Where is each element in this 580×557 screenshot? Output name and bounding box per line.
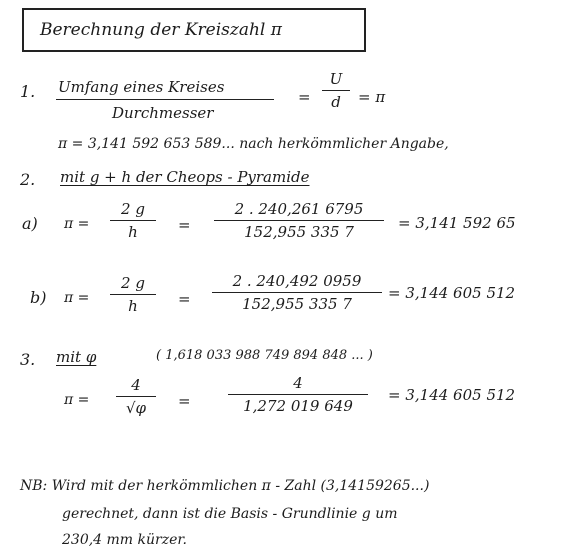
section-1-number: 1. — [20, 82, 36, 101]
diameter-label: Durchmesser — [112, 104, 214, 122]
equals-pi: = π — [358, 88, 386, 106]
case-b-equals: = — [178, 290, 191, 308]
fraction-denominator: 1,272 019 649 — [243, 397, 353, 415]
fraction-numerator: 2 g — [121, 200, 145, 218]
section-2-number: 2. — [20, 170, 36, 189]
case-a-label: a) — [22, 214, 38, 233]
note-line-3: 230,4 mm kürzer. — [62, 532, 187, 548]
fraction-denominator: √φ — [125, 399, 147, 417]
fraction-denominator: h — [128, 223, 138, 241]
case-a-equals: = — [178, 216, 191, 234]
section-3-heading: mit φ — [56, 348, 97, 366]
pi-conventional-value: π = 3,141 592 653 589... nach herkömmlicher Angabe, — [58, 136, 449, 152]
case-b-result: = 3,144 605 512 — [388, 284, 516, 302]
case-a-pi-equals: π = — [64, 216, 90, 232]
fraction-numerator: 4 — [293, 374, 303, 392]
fraction-bar — [214, 220, 384, 221]
case-b-numeric-fraction — [212, 272, 382, 313]
case-a-fraction-2g-h — [110, 200, 156, 241]
equals-sign: = — [298, 88, 311, 106]
fraction-numerator: 4 — [131, 376, 141, 394]
case-b-fraction-2g-h — [110, 274, 156, 315]
fraction-denominator: 152,955 335 7 — [244, 223, 354, 241]
fraction-numerator: 2 . 240,492 0959 — [232, 272, 362, 290]
note-line-2: gerechnet, dann ist die Basis - Grundlinie g um — [62, 506, 398, 522]
case-b-pi-equals: π = — [64, 290, 90, 306]
fraction-bar — [116, 396, 156, 397]
title-box — [22, 8, 366, 52]
case-b-label: b) — [30, 288, 47, 307]
fraction-numerator: U — [329, 70, 343, 88]
section-3-equals: = — [178, 392, 191, 410]
fraction-bar — [228, 394, 368, 395]
phi-value: ( 1,618 033 988 749 894 848 ... ) — [156, 348, 373, 363]
page-title: Berechnung der Kreiszahl π — [40, 20, 282, 40]
fraction-bar — [110, 294, 156, 295]
case-a-result: = 3,141 592 65 — [398, 214, 516, 232]
section-3-result: = 3,144 605 512 — [388, 386, 516, 404]
fraction-bar — [212, 292, 382, 293]
fraction-bar — [110, 220, 156, 221]
case-a-numeric-fraction — [214, 200, 384, 241]
section-3-numeric-fraction — [228, 374, 368, 415]
u-over-d-fraction — [322, 70, 350, 111]
fraction-bar-1 — [56, 99, 274, 100]
fraction-bar — [322, 90, 350, 91]
note-line-1: NB: Wird mit der herkömmlichen π - Zahl (3,14159265...) — [20, 478, 430, 494]
fraction-numerator: 2 g — [121, 274, 145, 292]
circumference-label: Umfang eines Kreises — [58, 78, 225, 96]
four-over-sqrt-phi — [116, 376, 156, 417]
section-3-number: 3. — [20, 350, 36, 369]
fraction-numerator: 2 . 240,261 6795 — [234, 200, 364, 218]
section-3-pi-equals: π = — [64, 392, 90, 408]
section-2-heading: mit g + h der Cheops - Pyramide — [60, 168, 310, 186]
fraction-denominator: h — [128, 297, 138, 315]
fraction-denominator: d — [331, 93, 341, 111]
fraction-denominator: 152,955 335 7 — [242, 295, 352, 313]
